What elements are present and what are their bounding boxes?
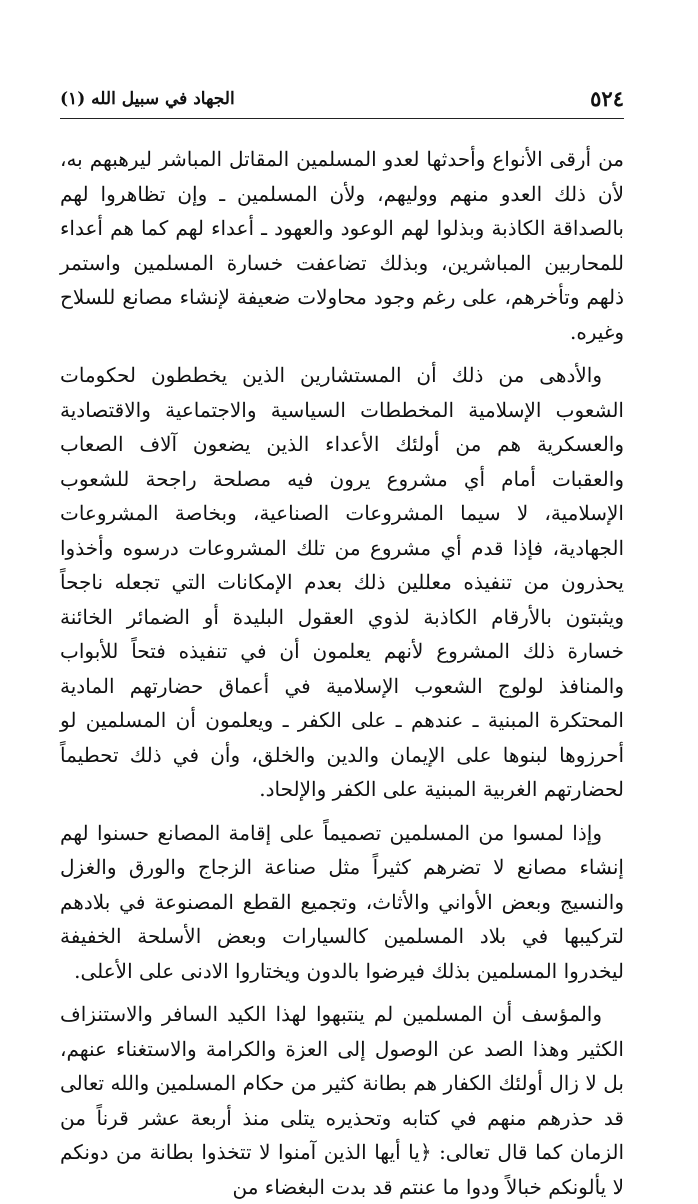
paragraph-1: من أرقى الأنواع وأحدثها لعدو المسلمين المقاتل المباشر ليرهبهم به، لأن ذلك العدو منهم ووليهم، ولأن المسلمين ـ وإن تظاهروا لهم بالصداقة الكاذبة وبذلوا لهم الوعود والعهود ـ أعداء لهم كما هم أعداء للمحاربين المباشرين، وبذلك تضاعفت خسارة المسلمين واستمر ذلهم وتأخرهم، على رغم وجود محاولات ضعيفة لإنشاء مصانع للسلاح وغيره. bbox=[60, 147, 625, 344]
book-title: الجهاد في سبيل الله (١) bbox=[60, 89, 235, 109]
paragraph-2: والأدهى من ذلك أن المستشارين الذين يخططون لحكومات الشعوب الإسلامية المخططات السياسية والاجتماعية والاقتصادية والعسكرية هم من أولئك الأعداء الذين يضعون آلاف الصعاب والعقبات أمام أي مشروع يرون فيه مصلحة راجحة للشعوب الإسلامية، لا سيما المشروعات الصناعية، وبخاصة المشروعات الجهادية، فإذا قدم أي مشروع من تلك المشروعات درسوه وأخذوا يحذرون من تنفيذه معللين ذلك بعدم الإمكانات التي تجعله ناجحاً ويثبتون بالأرقام الكاذبة لذوي العقول البليدة أو الضمائر الخائنة خسارة ذلك المشروع لأنهم يعلمون أن في تنفيذه فتحاً للأبواب والمنافذ لولوج الشعوب الإسلامية في أعماق حضارتهم المادية المحتكرة المبنية ـ عندهم ـ على الكفر ـ ويعلمون أن المسلمين لو أحرزوها لبنوها على الإيمان والدين والخلق، وأن في ذلك تحطيماً لحضارتهم الغربية المبنية على الكفر والإلحاد. bbox=[60, 363, 624, 801]
running-header bbox=[60, 86, 624, 112]
paragraph-4: والمؤسف أن المسلمين لم ينتبهوا لهذا الكيد السافر والاستنزاف الكثير وهذا الصد عن الوصول إلى العزة والكرامة والاستغناء عنهم، بل لا زال أولئك الكفار هم بطانة كثير من حكام المسلمين والله تعالى قد حذرهم منهم في كتابه وتحذيره يتلى منذ أربعة عشر قرناً من الزمان كما قال تعالى: ﴿يا أيها الذين آمنوا لا تتخذوا بطانة من دونكم لا يألونكم خبالاً ودوا ما عنتم قد بدت البغضاء من bbox=[60, 1002, 624, 1199]
body-text bbox=[60, 142, 624, 1204]
header-rule bbox=[60, 118, 624, 119]
paragraph-3: وإذا لمسوا من المسلمين تصميماً على إقامة المصانع حسنوا لهم إنشاء مصانع لا تضرهم كثيراً مثل صناعة الزجاج والورق والغزل والنسيج وبعض الأواني والأثاث، وتجميع القطع المصنوعة في بلادهم لتركيبها في بلاد المسلمين كالسيارات وبعض الأسلحة الخفيفة ليخدروا المسلمين بذلك فيرضوا بالدون ويختاروا الادنى على الأعلى. bbox=[60, 820, 624, 983]
page-number: ٥٢٤ bbox=[590, 86, 624, 111]
